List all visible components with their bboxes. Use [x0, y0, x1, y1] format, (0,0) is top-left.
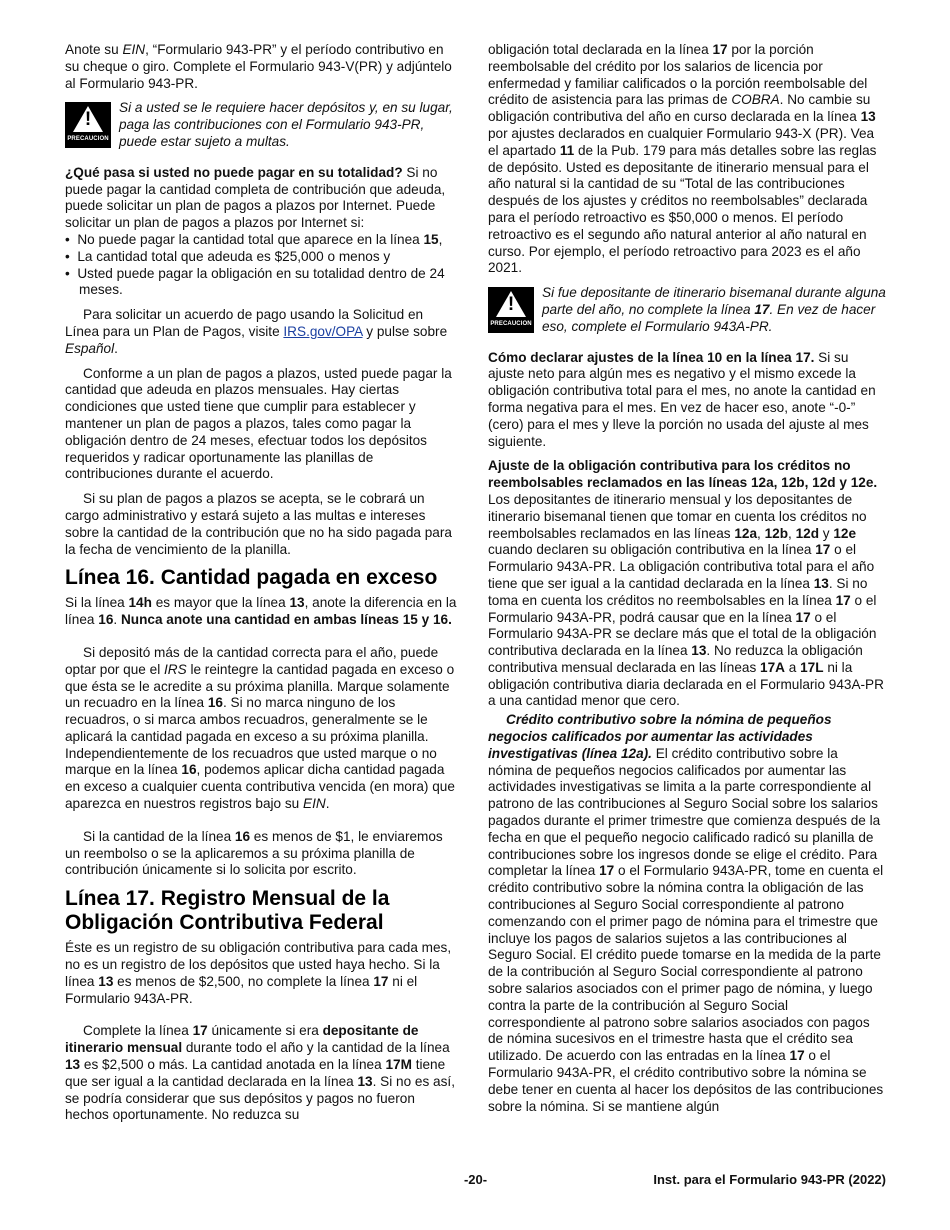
caution-warning-icon: ! PRECAUCION [488, 287, 534, 333]
caution-text: Si a usted se le requiere hacer depósitos y, en su lugar, paga las contribuciones con el Formulario 943-PR, puede estar sujeto a multas. [119, 100, 453, 149]
paragraph-research-credit: Crédito contributivo sobre la nómina de pequeños negocios calificados por aumentar las actividades investigativas (línea 12a). El crédito contributivo sobre la nómina de pequeños negocios calificados por aumentar las actividades investigativas se limita a la parte correspondiente al patrono de las contribuciones al Seguro Social sobre los salarios pagados durante el primer trimestre que comienza después de la fecha en que el pequeño negocio calificado radicó su planilla de contribuciones sobre los ingresos donde se elige el crédito. Para completar la línea 17 o el Formulario 943A-PR, tome en cuenta el crédito contributivo sobre la nómina contra la obligación de las contribuciones al Seguro Social correspondiente al patrono comenzando con el primer pago de nómina para el trimestre que incluye los pagos de salarios sujetos a las contribuciones al Seguro Social. El crédito puede tomarse en la medida de la parte de la contribución al Seguro Social correspondiente al patrono sobre salarios asociados con el primer pago de nómina, y luego contra la parte de la contribución al Seguro Social correspondiente al patrono sobre salarios asociados con pagos de nómina sucesivos en el trimestre hasta que el crédito sea utilizado. De acuerdo con las entradas en la línea 17 o el Formulario 943A-PR, el crédito contributivo sobre la nómina se debe tener en cuenta al hacer los depósitos de las contribuciones sobre la nómina. Si se mantiene algún [488, 712, 884, 1114]
caution-warning-icon: ! PRECAUCION [65, 102, 111, 148]
paragraph-line17-intro: Éste es un registro de su obligación contributiva para cada mes, no es un registro de los depósitos que usted haya hecho. Si la línea 13 es menos de $2,500, no complete la línea 17 ni el Formulario 943A-PR. [65, 940, 452, 1006]
right-column [488, 42, 886, 1123]
paragraph-adjustments: Cómo declarar ajustes de la línea 10 en la línea 17. Si su ajuste neto para algún mes es negativo y el mismo excede la obligación contributiva total para el mes, no anote la cantidad en forma negativa para el mes. En vez de hacer eso, anote “-0-” (cero) para el mes y lleve la porción no usada del ajuste al mes siguiente. [488, 349, 876, 449]
left-column [65, 42, 458, 1132]
caution-text: Si fue depositante de itinerario bisemanal durante alguna parte del año, no complete la línea 17. En vez de hacer eso, complete el Formulario 943A-PR. [542, 285, 886, 334]
bullet-item: • La cantidad total que adeuda es $25,000 o menos y [65, 248, 391, 264]
caution-box [488, 285, 886, 335]
paragraph-line16-intro: Si la línea 14h es mayor que la línea 13, anote la diferencia en la línea 16. Nunca anote una cantidad en ambas líneas 15 y 16. [65, 595, 457, 628]
page-number: -20- [463, 1172, 488, 1187]
heading-line-17: Línea 17. Registro Mensual de la Obligación Contributiva Federal [65, 887, 390, 935]
caution-box [65, 100, 458, 150]
heading-line-16: Línea 16. Cantidad pagada en exceso [65, 566, 438, 590]
paragraph-total-liability: obligación total declarada en la línea 17 por la porción reembolsable del crédito por los salarios de licencia por enfermedad y familiar calificados o la porción reembolsable del crédito de asistencia para las primas de COBRA. No cambie su obligación contributiva del año en curso declarada en la línea 13 por ajustes declarados en cualquier Formulario 943-X (PR). Vea el apartado 11 de la Pub. 179 para más detalles sobre las reglas de depósito. Usted es depositante de itinerario mensual para el año natural si la cantidad de su “Total de las contribuciones después de los ajustes y créditos no reembolsables” declarada para el período retroactivo es $50,000 o menos. El período retroactivo es el segundo año natural anterior al año natural en curso. Por ejemplo, el período retroactivo para 2023 es el año 2021. [488, 42, 877, 276]
irs-opa-link[interactable]: IRS.gov/OPA [283, 323, 363, 339]
bullet-item: • Usted puede pagar la obligación en su totalidad dentro de 24 meses. [65, 265, 445, 298]
paragraph-cannot-pay: ¿Qué pasa si usted no puede pagar en su totalidad? Si no puede pagar la cantidad completa de contribución que adeuda, puede solicitar un plan de pagos a plazos por Internet. Puede solicitar un plan de pagos a plazos por Internet si: [65, 164, 446, 231]
paragraph-under-one-dollar: Si la cantidad de la línea 16 es menos de $1, le enviaremos un reembolso o se la aplicaremos a su próxima planilla de contribución únicamente si lo solicita por escrito. [65, 828, 443, 878]
paragraph-installments: Conforme a un plan de pagos a plazos, usted puede pagar la cantidad que adeuda en plazos mensuales. Hay ciertas condiciones que usted tiene que cumplir para establecer y mantener un plan de pagos a plazos, tales como pagar la obligación dentro de 24 meses, efectuar todos los depósitos requeridos y radicar oportunamente las planillas de contribuciones durante el acuerdo. [65, 365, 452, 482]
paragraph-opa: Para solicitar un acuerdo de pago usando la Solicitud en Línea para un Plan de Pagos, visite IRS.gov/OPA y pulse sobre Español. [65, 307, 448, 356]
paragraph-nonrefundable-credits: Ajuste de la obligación contributiva para los créditos no reembolsables reclamados en las líneas 12a, 12b, 12d y 12e. Los depositantes de itinerario mensual y los depositantes de itinerario bisemanal tienen que tomar en cuenta los créditos no reembolsables reclamados en las líneas 12a, 12b, 12d y 12e cuando declaren su obligación contributiva en la línea 17 o el Formulario 943A-PR. La obligación contributiva total para el año tiene que ser igual a la cantidad declarada en la línea 13. Si no toma en cuenta los créditos no reembolsables en la línea 17 o el Formulario 943A-PR, podrá causar que en la línea 17 o el Formulario 943A-PR se declare más que el total de la obligación contributiva declarada en la línea 13. No reduzca la obligación contributiva mensual declarada en las líneas 17A a 17L ni la obligación contributiva diaria declarada en el Formulario 943A-PR a una cantidad menor que cero. [488, 458, 884, 709]
paragraph-remit: Anote su EIN, “Formulario 943-PR” y el período contributivo en su cheque o giro. Complete el Formulario 943-V(PR) y adjúntelo al Formulario 943-PR. [65, 42, 452, 91]
bullet-item: • No puede pagar la cantidad total que aparece en la línea 15, [65, 231, 443, 247]
paragraph-fee: Si su plan de pagos a plazos se acepta, se le cobrará un cargo administrativo y estará sujeto a las multas e intereses sobre la cantidad de la contribución que no ha sido pagada para la fecha de vencimiento de la planilla. [65, 491, 452, 557]
document-title: Inst. para el Formulario 943-PR (2022) [653, 1172, 886, 1187]
paragraph-line17-complete: Complete la línea 17 únicamente si era depositante de itinerario mensual durante todo el año y la cantidad de la línea 13 es $2,500 o más. La cantidad anotada en la línea 17M tiene que ser igual a la cantidad declarada en la línea 13. Si no es así, se podría considerar que sus depósitos y pagos no fueron hechos oportunamente. No reduzca su [65, 1023, 455, 1123]
paragraph-overpayment: Si depositó más de la cantidad correcta para el año, puede optar por que el IRS le reintegre la cantidad pagada en exceso o que ésta se le acredite a su próxima planilla. Marque solamente un recuadro en la línea 16. Si no marca ninguno de los recuadros, o si marca ambos recuadros, generalmente se le aplicará la cantidad pagada en exceso a su próxima planilla. Independientemente de los recuadros que usted marque o no marque en la línea 16, podemos aplicar dicha cantidad pagada en exceso a cualquier cuenta contributiva vencida (en mora) que aparezca en nuestros registros bajo su EIN. [65, 644, 455, 812]
